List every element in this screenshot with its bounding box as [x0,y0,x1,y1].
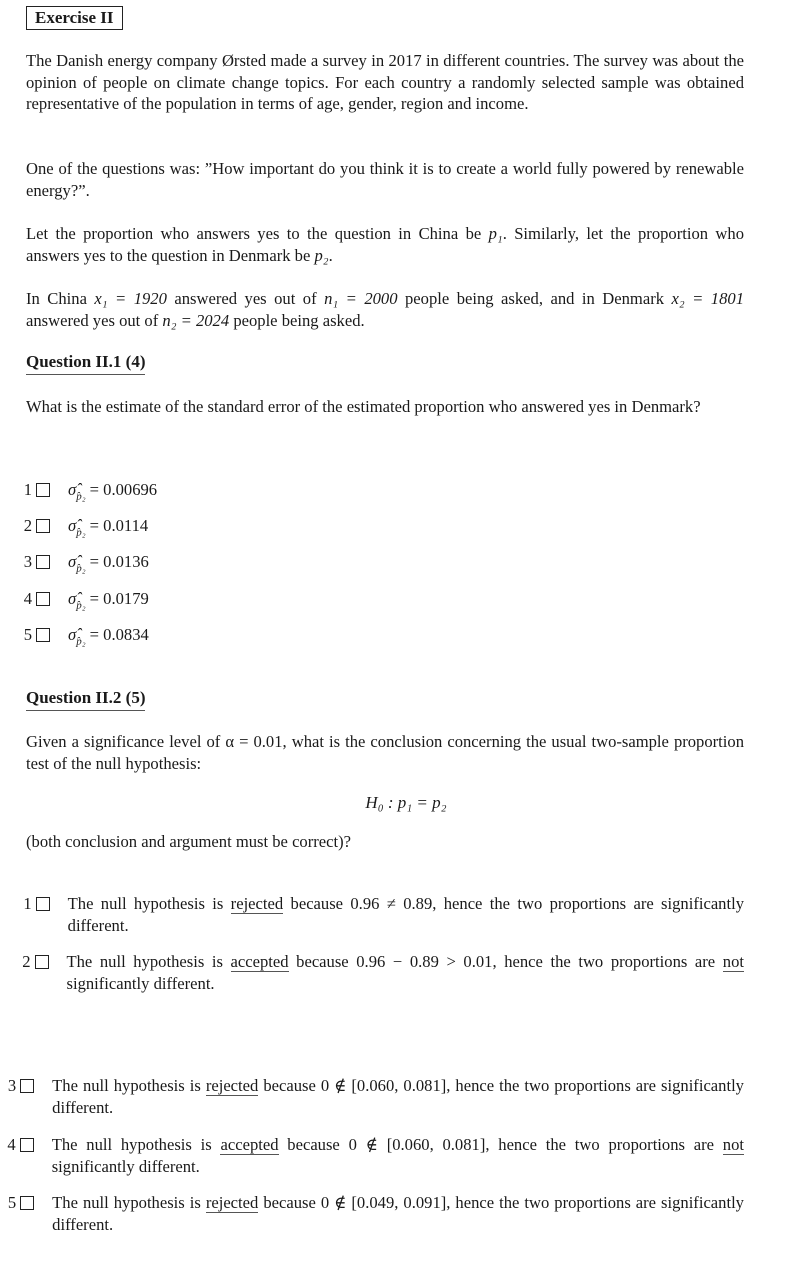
q2-option-4-part-a: The null hypothesis is [51,1135,221,1154]
q1-option-3-text [68,551,149,580]
p4-text-a: In China [26,289,87,308]
math-n2: n₂ = 2024 [162,310,230,330]
intro-paragraph-2: One of the questions was: ”How important do you think it is to create a world fully powered by renewable energy?”. [26,159,744,200]
q2-option-1-text [68,893,744,936]
question-1-heading: Question II.1 (4) [26,351,145,375]
q2-option-3-part-b: because 0 ∉ [0.060, 0.081], hence the two proportions are significantly different. [52,1076,744,1117]
q1-option-2-text [68,515,148,544]
q1-option-4[interactable] [20,588,149,617]
q2-option-5-number: 5 [7,1193,17,1212]
intro-paragraph-4 [26,288,744,331]
q1-option-4-value: = 0.0179 [85,589,149,608]
q2-option-5-text [52,1192,744,1235]
p4-text-e: people being asked. [233,310,365,330]
p3-text-a: Let the proportion who answers yes to the question in China be [26,224,482,243]
sigma-symbol: σ̂ [68,480,77,499]
sigma-subscript: p̂₂ [76,562,86,575]
q1-option-3[interactable] [20,551,149,580]
q1-option-2-checkbox[interactable] [36,519,50,533]
q1-option-3-number: 3 [23,552,32,571]
q2-option-4-part-b: because 0 ∉ [0.060, 0.081], hence the two proportions are [278,1135,723,1154]
question-2-text: Given a significance level of α = 0.01, what is the conclusion concerning the usual two-sample proportion test of the null hypothesis: [26,732,744,773]
p3-text-b: . Similarly, let the proportion who answers yes to the question in Denmark be [26,224,744,265]
math-x1: x₁ = 1920 [94,289,167,308]
q1-option-4-text [68,588,149,617]
q2-option-2-part-a: The null hypothesis is [66,952,231,971]
math-p2: p₂ [314,245,329,265]
q1-option-5-text [68,624,149,653]
sigma-subscript: p̂₂ [76,635,86,648]
q2-option-1[interactable] [20,893,744,936]
q1-option-1-checkbox[interactable] [36,483,50,497]
q2-option-2-text [67,951,745,994]
q2-option-3-number: 3 [7,1076,17,1095]
q1-option-2-value: = 0.0114 [85,516,149,535]
q2-option-2-number: 2 [22,952,31,971]
q1-option-1-number: 1 [23,480,32,499]
q2-option-5-part-b: because 0 ∉ [0.049, 0.091], hence the two proportions are significantly different. [52,1193,744,1234]
q2-option-4-keyword: accepted [220,1135,279,1154]
q1-option-2[interactable] [20,515,148,544]
q1-option-1-value: = 0.00696 [85,480,158,499]
question-2-note: (both conclusion and argument must be correct)? [26,832,352,851]
intro-paragraph-3 [26,223,744,266]
math-n1: n₁ = 2000 [324,289,398,308]
q2-option-2[interactable] [20,951,744,994]
q2-option-1-checkbox[interactable] [36,897,50,911]
exercise-title: Exercise II [26,6,123,30]
q2-option-3-text [52,1075,744,1118]
q2-option-5-keyword: rejected [205,1193,259,1212]
q1-option-5-number: 5 [23,625,32,644]
sigma-symbol: σ̂ [68,552,77,571]
sigma-subscript: p̂₂ [76,490,86,503]
q2-option-1-number: 1 [23,894,32,913]
q2-option-2-keyword: accepted [230,952,289,971]
q2-option-5-checkbox[interactable] [20,1196,34,1210]
sigma-symbol: σ̂ [68,589,77,608]
q2-option-3-part-a: The null hypothesis is [52,1076,206,1095]
sigma-symbol: σ̂ [68,625,77,644]
sigma-subscript: p̂₂ [76,599,86,612]
math-p1: p₁ [488,224,503,243]
q2-option-3-keyword: rejected [205,1076,259,1095]
null-hypothesis: H₀ : p₁ = p₂ [365,793,447,812]
p4-text-b: answered yes out of [174,289,317,308]
q2-option-4[interactable] [5,1134,744,1177]
q2-option-1-part-a: The null hypothesis is [67,894,231,913]
q2-option-4-checkbox[interactable] [20,1138,34,1152]
q2-option-2-keyword-not: not [722,952,744,971]
q2-option-4-part-c: significantly different. [51,1156,200,1176]
q2-option-5[interactable] [5,1192,744,1235]
q1-option-5-checkbox[interactable] [36,628,50,642]
question-2-heading: Question II.2 (5) [26,687,145,711]
sigma-subscript: p̂₂ [76,526,86,539]
p3-text-c: . [328,245,333,265]
p4-text-c: people being asked, and in Denmark [405,289,665,308]
intro-paragraph-1: The Danish energy company Ørsted made a survey in 2017 in different countries. The survey was about the opinion of people on climate change topics. For each country a randomly selected sample was obtained representative of the population in terms of age, gender, region and income. [26,51,744,113]
q2-option-3-checkbox[interactable] [20,1079,34,1093]
q2-option-1-keyword: rejected [230,894,284,913]
q1-option-4-checkbox[interactable] [36,592,50,606]
q2-option-2-checkbox[interactable] [35,955,49,969]
math-x2: x₂ = 1801 [671,289,744,308]
q2-option-4-text [52,1134,744,1177]
q2-option-1-part-b: because 0.96 ≠ 0.89, hence the two proportions are significantly different. [67,894,744,935]
sigma-symbol: σ̂ [68,516,77,535]
q1-option-2-number: 2 [23,516,32,535]
q1-option-1[interactable] [20,479,157,508]
question-1-text: What is the estimate of the standard error of the estimated proportion who answered yes in Denmark? [26,397,701,416]
q2-option-3[interactable] [5,1075,744,1118]
q1-option-5-value: = 0.0834 [85,625,149,644]
p4-text-d: answered yes out of [26,310,159,330]
q1-option-3-checkbox[interactable] [36,555,50,569]
q1-option-5[interactable] [20,624,149,653]
q1-option-3-value: = 0.0136 [85,552,149,571]
q1-option-1-text [68,479,157,508]
q1-option-4-number: 4 [23,589,32,608]
q2-option-4-keyword-not: not [722,1135,744,1154]
q2-option-4-number: 4 [7,1135,16,1154]
q2-option-2-part-b: because 0.96 − 0.89 > 0.01, hence the two proportions are [288,952,723,971]
q2-option-2-part-c: significantly different. [66,973,215,993]
q2-option-5-part-a: The null hypothesis is [52,1193,206,1212]
